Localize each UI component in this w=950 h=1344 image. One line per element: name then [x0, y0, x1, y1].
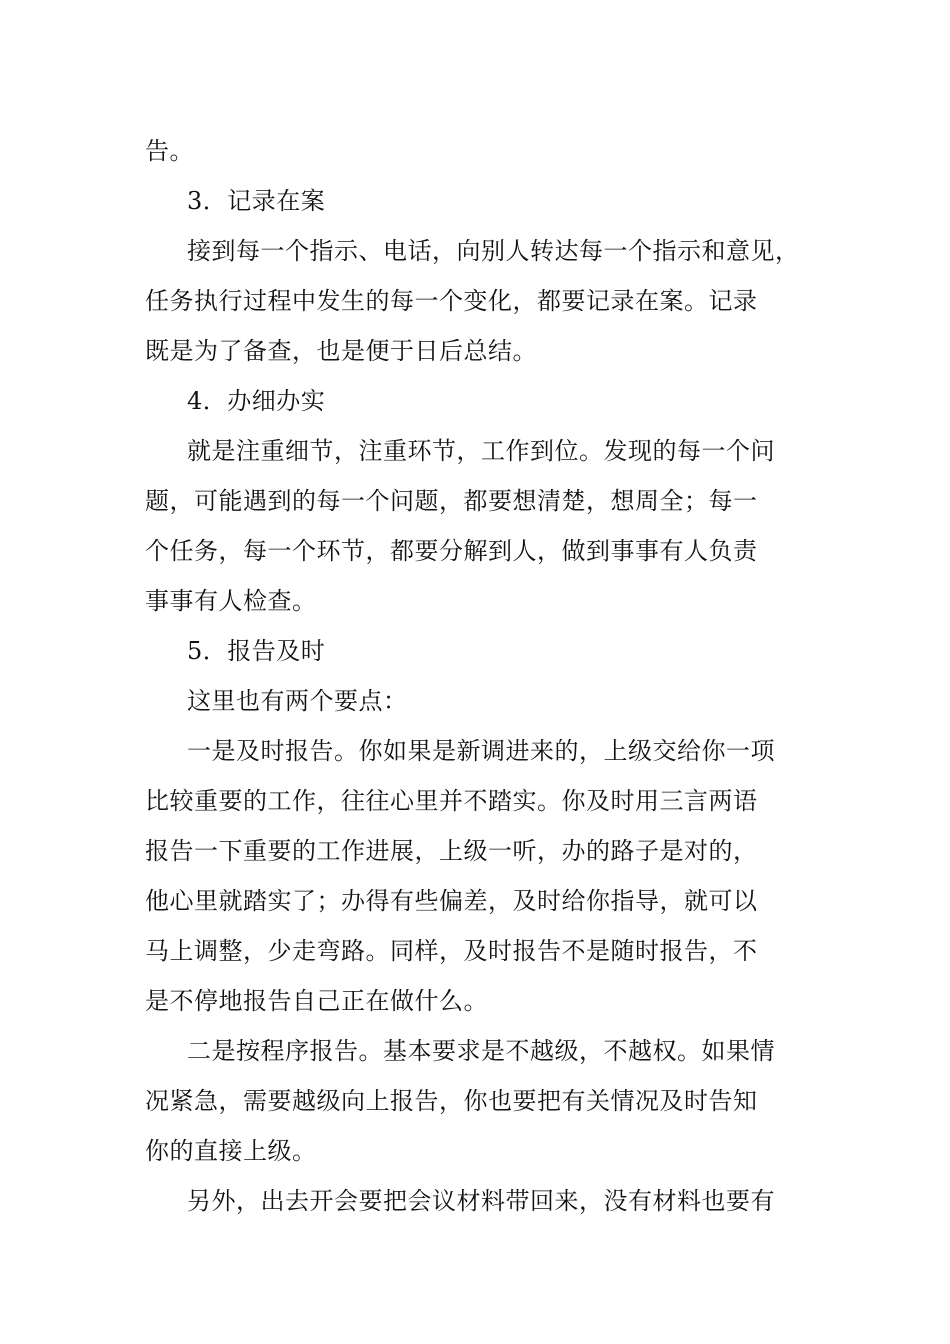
text-line: 既是为了备查，也是便于日后总结。: [145, 337, 537, 365]
text-line: 事事有人检查。: [145, 587, 317, 615]
text-line: 比较重要的工作，往往心里并不踏实。你及时用三言两语: [145, 787, 758, 815]
text-line: 个任务，每一个环节，都要分解到人，做到事事有人负责: [145, 537, 758, 565]
text-line: 这里也有两个要点：: [187, 687, 408, 715]
text-line: 他心里就踏实了；办得有些偏差，及时给你指导，就可以: [145, 887, 758, 915]
text-line: 接到每一个指示、电话，向别人转达每一个指示和意见，: [187, 237, 800, 265]
text-line: 任务执行过程中发生的每一个变化，都要记录在案。记录: [145, 287, 758, 315]
text-line: 题，可能遇到的每一个问题，都要想清楚，想周全；每一: [145, 487, 758, 515]
text-line: 你的直接上级。: [145, 1137, 317, 1165]
text-line: 马上调整，少走弯路。同样，及时报告不是随时报告，不: [145, 937, 758, 965]
section-heading: 3．记录在案: [187, 187, 326, 215]
text-line: 报告一下重要的工作进展，上级一听，办的路子是对的，: [145, 837, 758, 865]
text-line: 是不停地报告自己正在做什么。: [145, 987, 488, 1015]
text-line: 二是按程序报告。基本要求是不越级，不越权。如果情: [187, 1037, 775, 1065]
section-heading: 5．报告及时: [187, 637, 326, 665]
section-heading: 4．办细办实: [187, 387, 326, 415]
text-line: 就是注重细节，注重环节，工作到位。发现的每一个问: [187, 437, 775, 465]
text-line: 另外，出去开会要把会议材料带回来，没有材料也要有: [187, 1187, 775, 1215]
text-line: 一是及时报告。你如果是新调进来的，上级交给你一项: [187, 737, 775, 765]
text-line: 况紧急，需要越级向上报告，你也要把有关情况及时告知: [145, 1087, 758, 1115]
text-line: 告。: [145, 137, 194, 165]
